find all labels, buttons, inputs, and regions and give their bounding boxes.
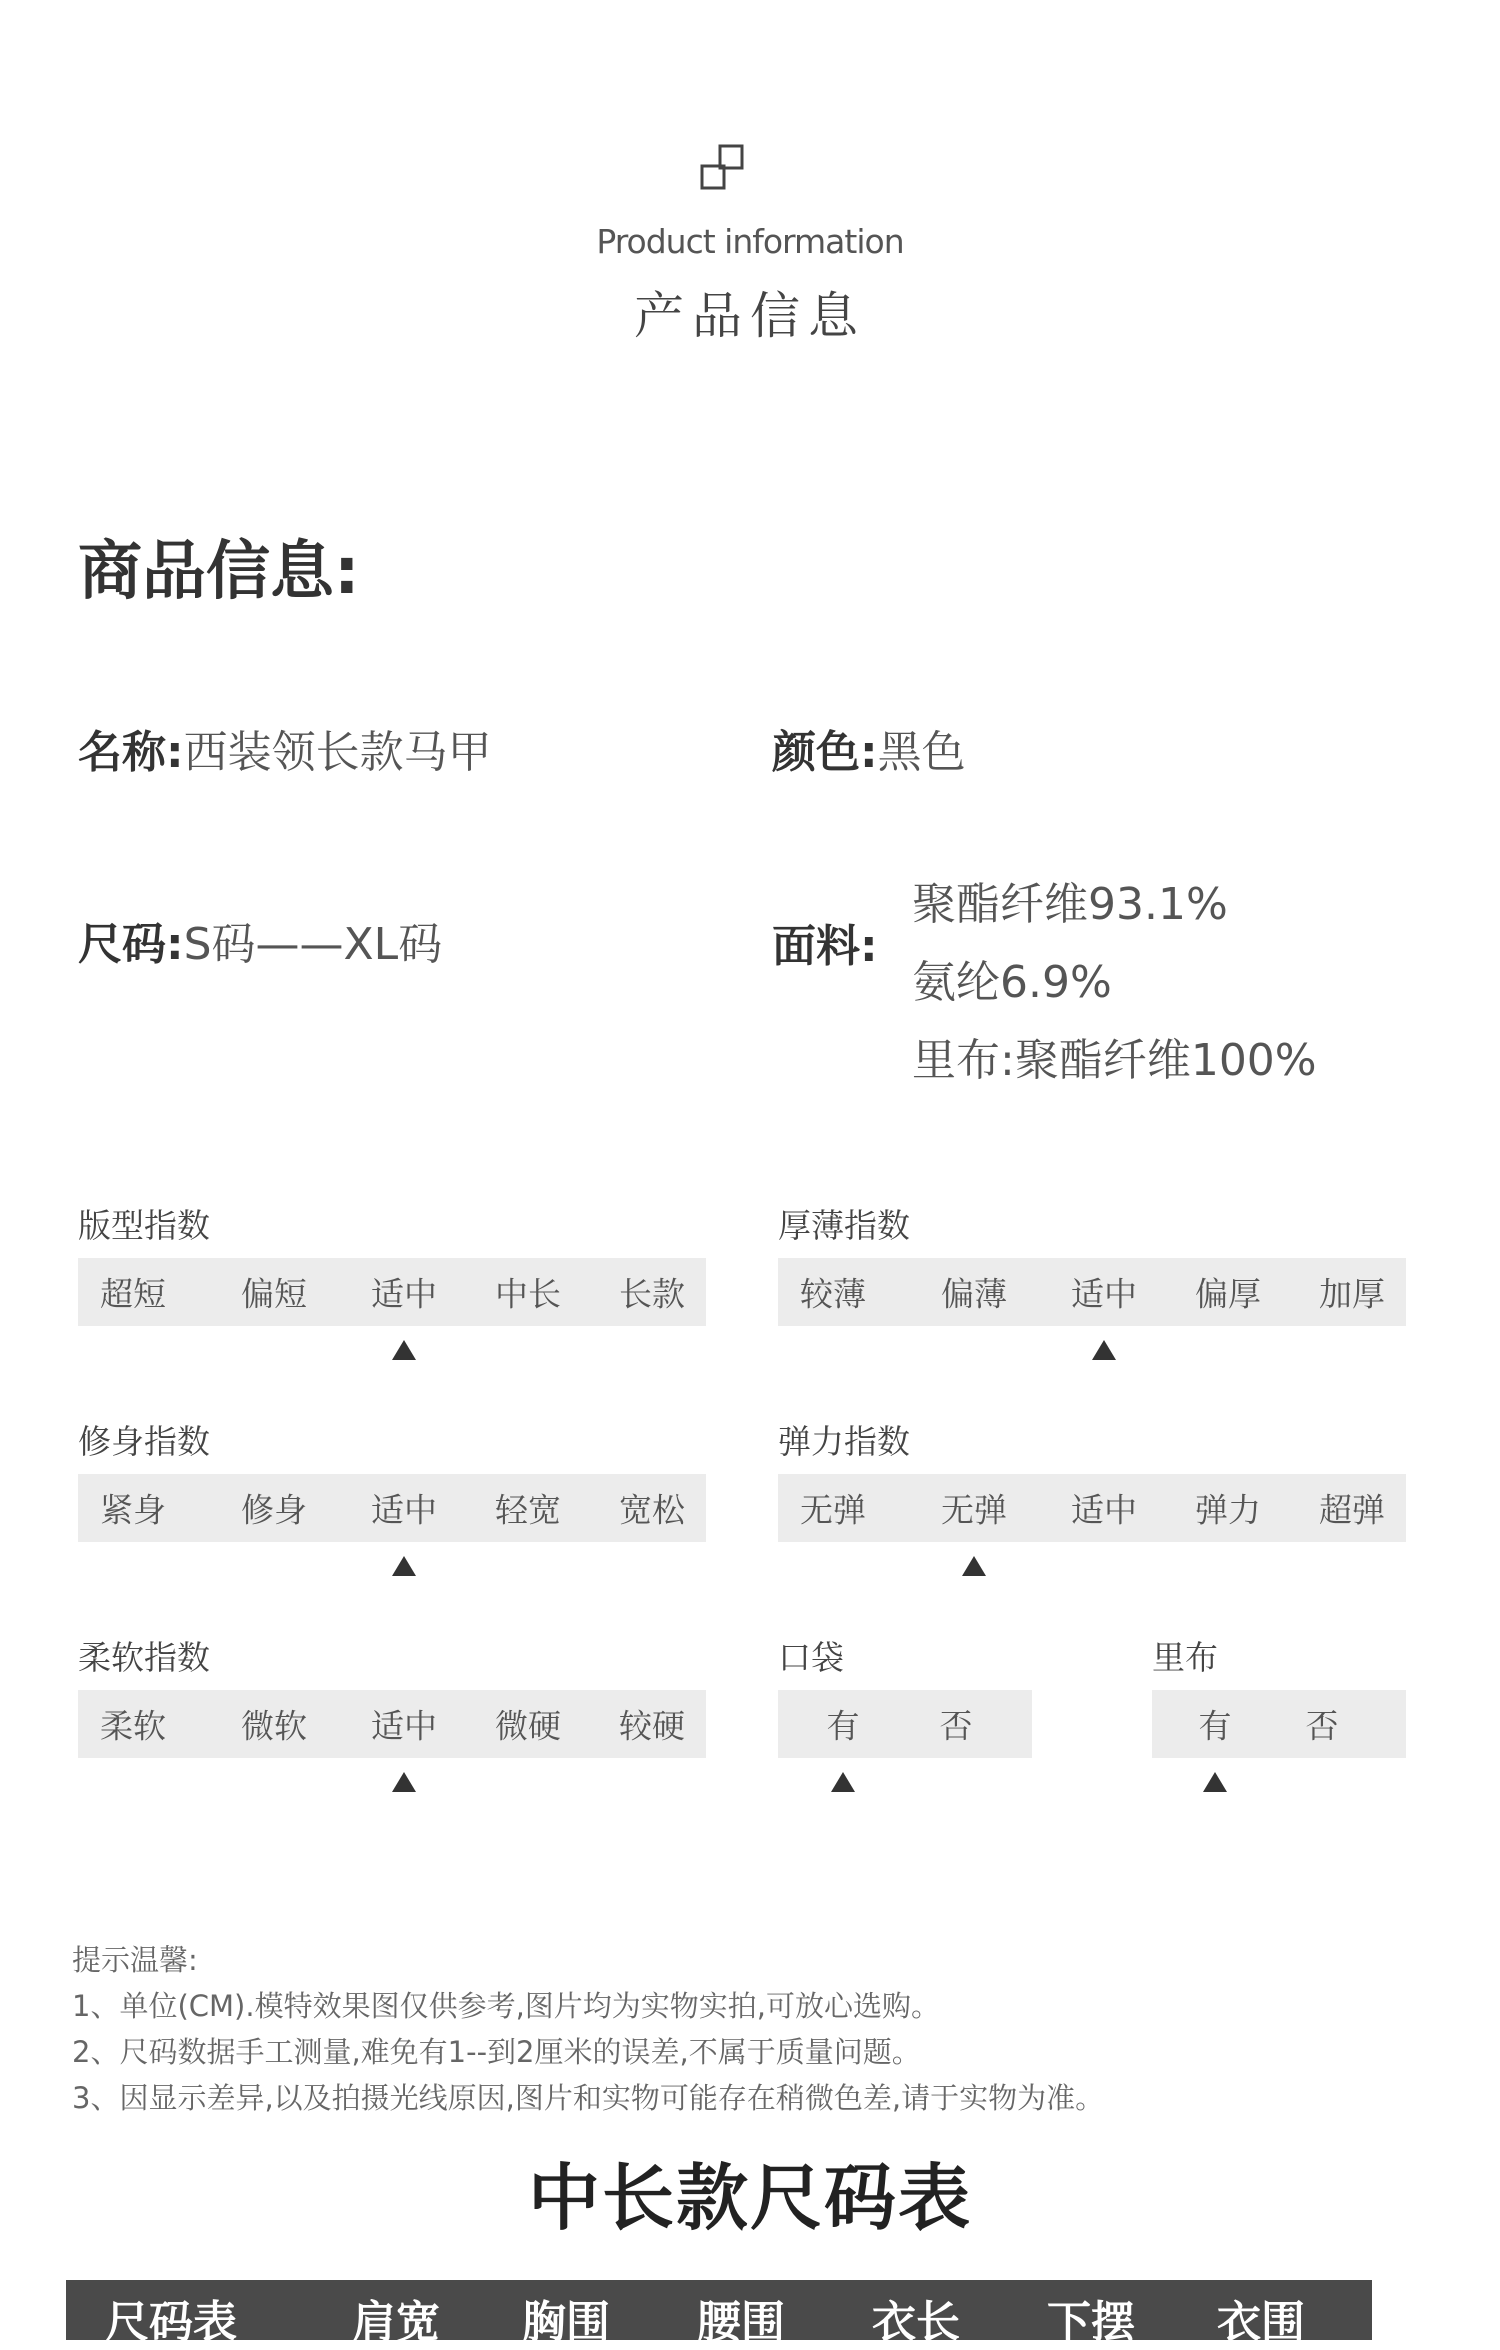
index-option: 偏短 <box>241 1274 307 1314</box>
thickness-index-marker <box>1092 1340 1116 1360</box>
index-option: 修身 <box>241 1490 307 1530</box>
pocket-index-bar <box>778 1690 1032 1758</box>
slim-index-marker <box>392 1556 416 1576</box>
table-header-cell: 腰围 <box>697 2297 785 2348</box>
index-option: 偏厚 <box>1195 1274 1261 1314</box>
index-option: 较硬 <box>619 1706 685 1746</box>
index-option: 微软 <box>241 1706 307 1746</box>
index-option: 适中 <box>371 1490 437 1530</box>
index-option: 适中 <box>371 1274 437 1314</box>
pocket-index-title: 口袋 <box>778 1638 844 1677</box>
index-option: 无弹 <box>800 1490 866 1530</box>
tips-line: 3、因显示差异,以及拍摄光线原因,图片和实物可能存在稍微色差,请于实物为准。 <box>72 2081 1105 2115</box>
index-option: 有 <box>826 1706 860 1746</box>
table-header-cell: 衣围 <box>1217 2297 1305 2348</box>
table-header-cell: 下摆 <box>1047 2297 1135 2348</box>
elastic-index-marker <box>962 1556 986 1576</box>
fit-index-bar <box>78 1258 706 1326</box>
pocket-index-marker <box>831 1772 855 1792</box>
fit-index-marker <box>392 1340 416 1360</box>
section-title: 商品信息: <box>78 535 360 609</box>
index-option: 超短 <box>100 1274 166 1314</box>
thickness-index-title: 厚薄指数 <box>778 1206 910 1245</box>
tips-line: 1、单位(CM).模特效果图仅供参考,图片均为实物实拍,可放心选购。 <box>72 1989 941 2023</box>
color-field <box>772 716 966 780</box>
table-header-cell: 肩宽 <box>352 2297 440 2348</box>
softness-index-bar <box>78 1690 706 1758</box>
fabric-line: 里布:聚酯纤维100% <box>912 1035 1317 1086</box>
size-field <box>78 908 442 972</box>
index-option: 微硬 <box>495 1706 561 1746</box>
lining-index-marker <box>1203 1772 1227 1792</box>
index-option: 偏薄 <box>941 1274 1007 1314</box>
index-option: 适中 <box>1071 1274 1137 1314</box>
fabric-line: 聚酯纤维93.1% <box>912 879 1228 930</box>
tips-title: 提示温馨: <box>72 1943 198 1977</box>
elastic-index-bar <box>778 1474 1406 1542</box>
softness-index-marker <box>392 1772 416 1792</box>
name-value: 西装领长款马甲 <box>183 727 492 778</box>
color-value: 黑色 <box>877 727 966 778</box>
index-option: 否 <box>939 1706 973 1746</box>
table-header-cell: 胸围 <box>522 2297 610 2348</box>
index-option: 弹力 <box>1195 1490 1261 1530</box>
size-label: 尺码: <box>78 919 184 970</box>
index-option: 超弹 <box>1319 1490 1385 1530</box>
name-field <box>78 716 492 780</box>
index-option: 适中 <box>371 1706 437 1746</box>
size-table-title: 中长款尺码表 <box>527 2156 972 2240</box>
header-cn-title: 产品信息 <box>634 287 866 345</box>
index-option: 适中 <box>1071 1490 1137 1530</box>
size-table-header <box>66 2280 1372 2348</box>
table-header-cell: 衣长 <box>872 2297 960 2348</box>
fit-index-title: 版型指数 <box>78 1206 210 1245</box>
thickness-index-bar <box>778 1258 1406 1326</box>
index-option: 有 <box>1198 1706 1232 1746</box>
index-option: 宽松 <box>619 1490 685 1530</box>
index-option: 中长 <box>495 1274 561 1314</box>
index-option: 较薄 <box>800 1274 866 1314</box>
header-en-title: Product information <box>596 222 904 261</box>
table-header-cell: 尺码表 <box>105 2297 237 2348</box>
index-option: 长款 <box>619 1274 685 1314</box>
lining-index-bar <box>1152 1690 1406 1758</box>
window-icon <box>700 140 746 196</box>
index-option: 柔软 <box>100 1706 166 1746</box>
name-label: 名称: <box>78 727 184 778</box>
fabric-line: 氨纶6.9% <box>912 957 1112 1008</box>
size-value: S码——XL码 <box>183 919 443 970</box>
slim-index-title: 修身指数 <box>78 1422 210 1461</box>
index-option: 轻宽 <box>495 1490 561 1530</box>
fabric-label: 面料: <box>772 921 878 972</box>
index-option: 无弹 <box>941 1490 1007 1530</box>
lining-index-title: 里布 <box>1152 1638 1218 1677</box>
index-option: 加厚 <box>1319 1274 1385 1314</box>
index-option: 否 <box>1305 1706 1339 1746</box>
index-option: 紧身 <box>100 1490 166 1530</box>
slim-index-bar <box>78 1474 706 1542</box>
tips-line: 2、尺码数据手工测量,难免有1--到2厘米的误差,不属于质量问题。 <box>72 2035 921 2069</box>
softness-index-title: 柔软指数 <box>78 1638 210 1677</box>
color-label: 颜色: <box>772 727 878 778</box>
elastic-index-title: 弹力指数 <box>778 1422 910 1461</box>
